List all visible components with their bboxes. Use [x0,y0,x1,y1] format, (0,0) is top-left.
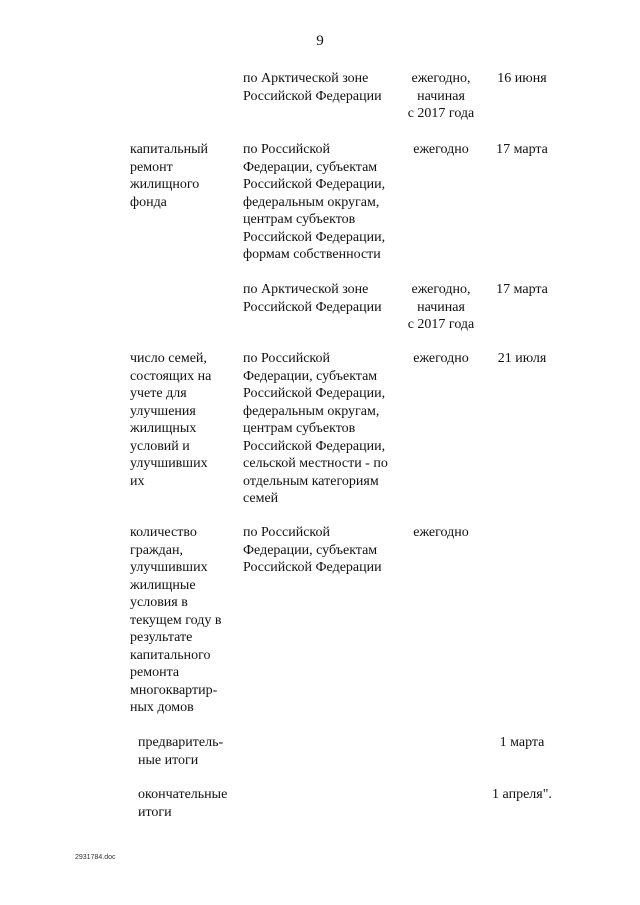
frequency-cell: ежегодно [413,525,469,540]
date-cell: 17 марта [496,142,548,157]
breakdown-cell: по Российской Федерации, субъектам Российской Федерации [243,525,382,575]
indicator-cell: количество граждан, улучшивших жилищные условия в текущем году в результате капитального ремонта многоквартир- ных домов [130,525,222,715]
page-number: 9 [316,33,324,49]
document-code: 2931784.doc [75,854,116,861]
indicator-sub-cell: окончательные итоги [138,787,228,820]
indicator-cell: число семей, состоящих на учете для улучшения жилищных условий и улучшивших их [130,351,212,489]
breakdown-cell: по Российской Федерации, субъектам Российской Федерации, федеральным округам, центрам субъектов Российской Федерации, формам собственности [243,142,386,262]
date-cell: 21 июля [497,351,547,366]
breakdown-cell: по Арктической зоне Российской Федерации [243,282,382,315]
frequency-cell: ежегодно [413,351,469,366]
breakdown-cell: по Российской Федерации, субъектам Российской Федерации, федеральным округам, центрам субъектов Российской Федерации, сельской местности - по отдельным категориям семей [243,351,388,506]
date-cell: 17 марта [496,282,548,297]
date-cell: 16 июня [497,71,547,86]
frequency-cell: ежегодно [413,142,469,157]
indicator-sub-cell: предваритель- ные итоги [138,735,224,768]
frequency-cell: ежегодно, начиная с 2017 года [407,282,475,332]
frequency-cell: ежегодно, начиная с 2017 года [407,71,475,121]
indicator-cell: капитальный ремонт жилищного фонда [130,142,208,210]
breakdown-cell: по Арктической зоне Российской Федерации [243,71,382,104]
date-cell: 1 апреля". [492,787,552,802]
date-cell: 1 марта [499,735,545,750]
